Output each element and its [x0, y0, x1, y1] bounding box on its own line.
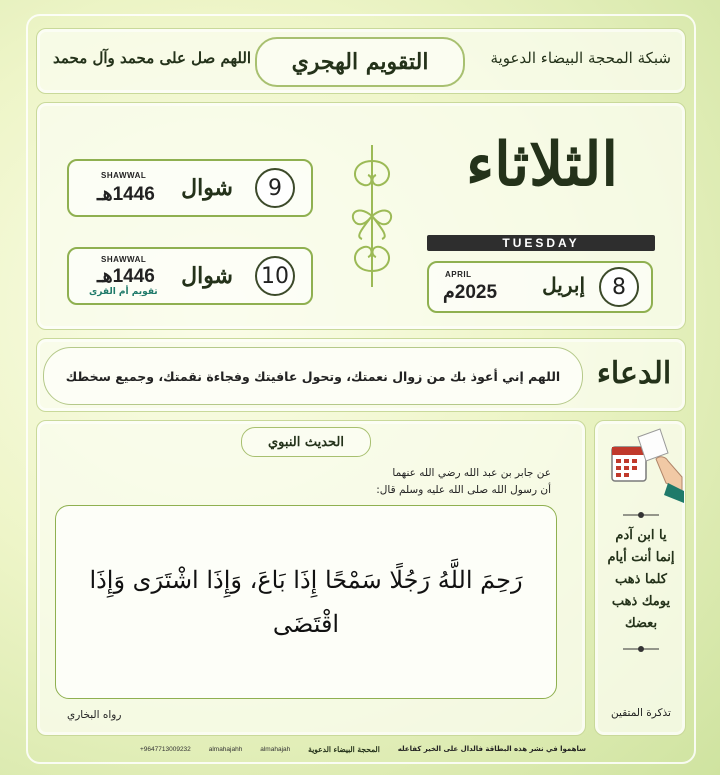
hijri-2-month-ar: شوال: [181, 263, 233, 289]
hadith-title-plaque: [241, 427, 371, 457]
calendar-source-note: تقويم أم القرى: [89, 287, 158, 297]
reminder-line: كلما ذهب: [615, 572, 667, 587]
reminder-section: [594, 420, 686, 736]
dua-text: اللهم إني أعوذ بك من زوال نعمتك، وتحول عافيتك وفجاءة نقمتك، وجميع سخطك: [65, 368, 561, 384]
reminder-line: يا ابن آدم: [615, 528, 667, 543]
dua-text-box: [43, 347, 583, 405]
reminder-line: بعضك: [624, 616, 658, 631]
gregorian-date-box: [427, 261, 653, 313]
reminder-lines: [595, 525, 687, 635]
hijri-2-year: 1446هـ: [97, 266, 155, 287]
dua-section: [36, 338, 686, 412]
footer-brand: المحجة البيضاء الدعوية: [308, 744, 380, 754]
reminder-line: يومك ذهب: [611, 594, 671, 609]
hadith-section: [36, 420, 586, 736]
day-name-en-bar: [427, 235, 655, 251]
floral-ornament: [342, 141, 402, 291]
hijri-2-month-en: SHAWWAL: [101, 255, 147, 264]
hijri-1-day: 9: [255, 168, 295, 208]
day-name-en: TUESDAY: [502, 236, 580, 250]
footer: [140, 740, 586, 758]
hijri-date-box-2: [67, 247, 313, 305]
gregorian-year: 2025م: [443, 282, 498, 303]
hijri-1-month-en: SHAWWAL: [101, 171, 147, 180]
hadith-intro-2: أن رسول الله صلى الله عليه وسلم قال:: [376, 484, 551, 496]
gregorian-month-ar: إبريل: [542, 273, 585, 297]
hadith-title: الحديث النبوي: [268, 434, 345, 450]
gregorian-month-en: APRIL: [445, 270, 472, 279]
date-section: [36, 102, 686, 330]
divider-ornament-top: [621, 509, 661, 521]
day-name-ar: الثلاثاء: [465, 130, 619, 200]
header-right-text: شبكة المحجة البيضاء الدعوية: [490, 49, 671, 67]
reminder-label: تذكرة المتقين: [611, 707, 671, 719]
calendar-hand-icon: [598, 425, 684, 503]
hadith-intro-1: عن جابر بن عبد الله رضي الله عنهما: [392, 467, 551, 479]
divider-ornament-bottom: [621, 643, 661, 655]
reminder-line: إنما أنت أيام: [607, 550, 675, 565]
header-left-text: اللهم صل على محمد وآل محمد: [53, 49, 252, 67]
header-center-plaque: [255, 37, 465, 87]
footer-handle-1: almahajah: [260, 745, 291, 753]
hadith-quote-box: [55, 505, 557, 699]
hadith-quote: رَحِمَ اللَّهُ رَجُلًا سَمْحًا إِذَا بَاعَ، وَإِذَا اشْتَرَى وَإِذَا اقْتَضَى: [89, 566, 523, 638]
page-title: التقويم الهجري: [291, 49, 429, 75]
dua-title: الدعاء: [596, 356, 672, 391]
hijri-2-day: 10: [255, 256, 295, 296]
header-bar: [36, 28, 686, 94]
footer-share-text: ساهموا في نشر هذه البطاقة فالدال على الخير كفاعله: [397, 745, 586, 753]
hadith-source: رواه البخاري: [67, 709, 122, 721]
hijri-1-year: 1446هـ: [97, 184, 155, 205]
gregorian-day: 8: [599, 267, 639, 307]
footer-phone: +9647713009232: [140, 745, 191, 753]
hijri-1-month-ar: شوال: [181, 175, 233, 201]
footer-handle-2: almahajahh: [208, 745, 243, 753]
hijri-date-box-1: [67, 159, 313, 217]
